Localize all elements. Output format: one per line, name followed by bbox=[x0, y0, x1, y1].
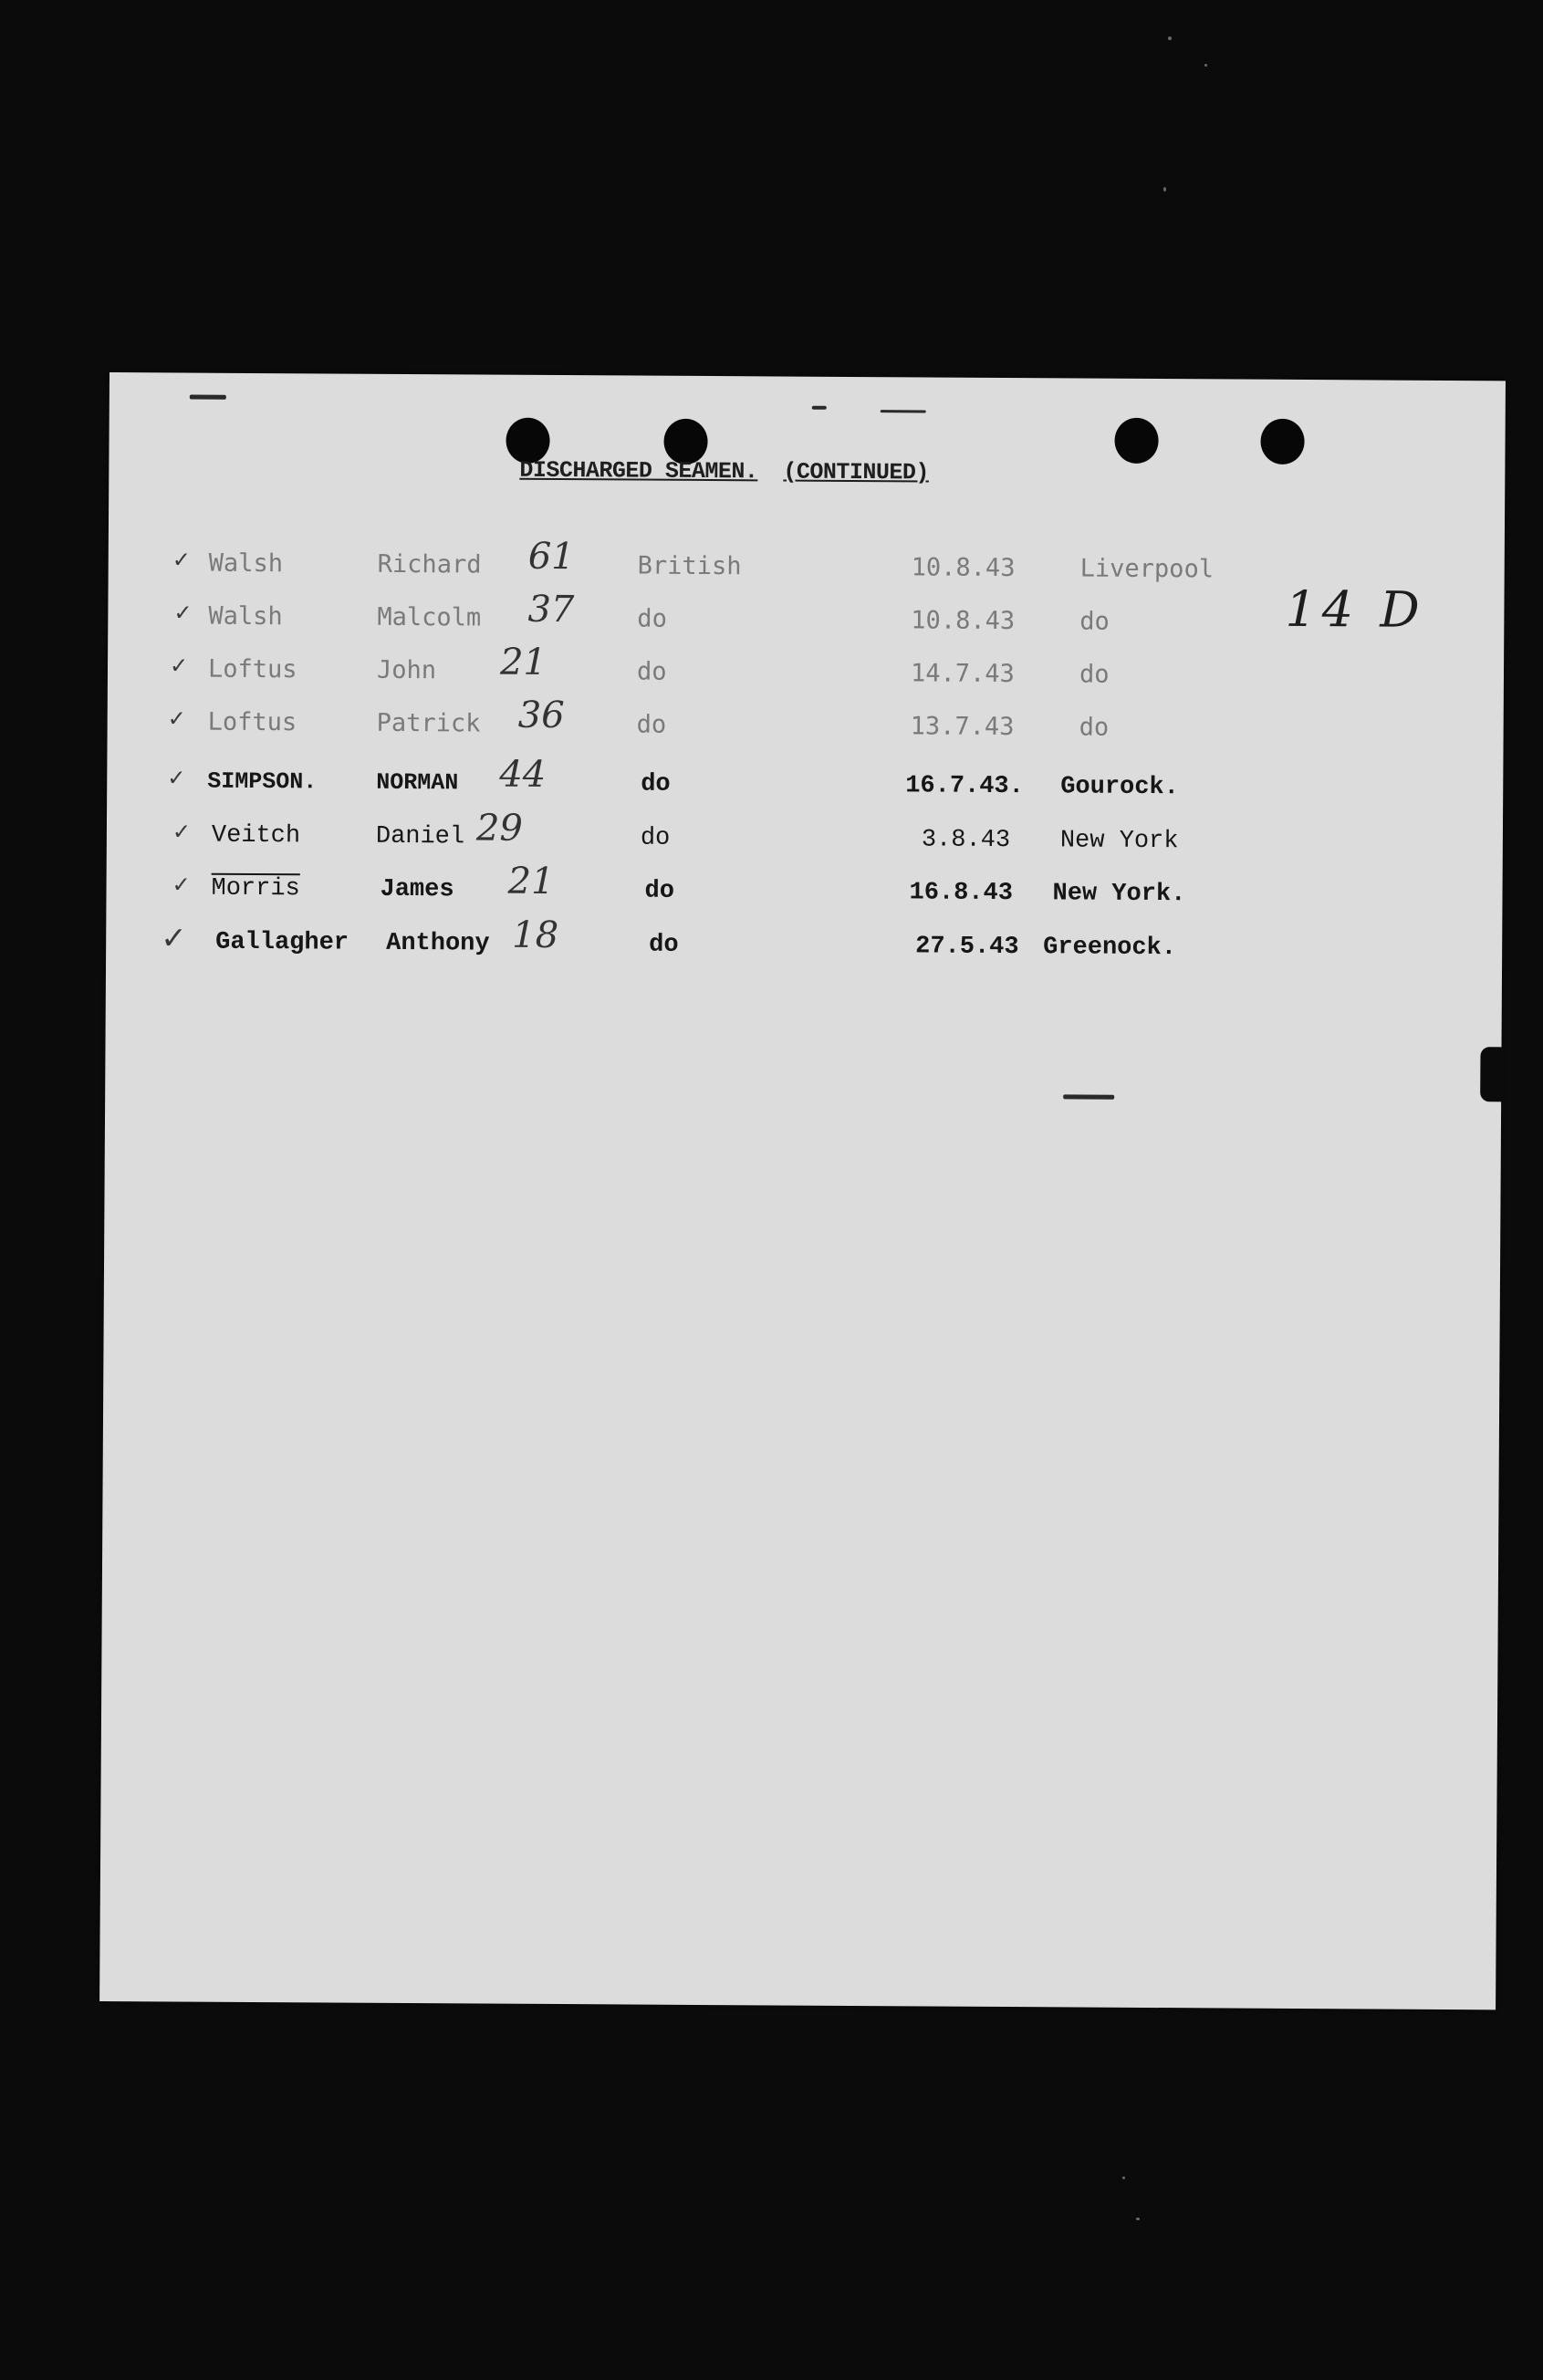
surname: SIMPSON. bbox=[207, 767, 318, 796]
backdrop-speck bbox=[1204, 64, 1207, 67]
paper-sheet bbox=[99, 372, 1506, 2009]
handwritten-age: 44 bbox=[499, 753, 547, 796]
discharge-date: 14.7.43 bbox=[910, 659, 1015, 689]
check-mark-icon: ✓ bbox=[169, 652, 189, 679]
discharge-port: do bbox=[1079, 713, 1110, 742]
discharge-port: New York bbox=[1059, 827, 1179, 856]
table-row bbox=[106, 913, 1502, 972]
handwritten-age: 36 bbox=[517, 694, 565, 737]
discharge-date: 10.8.43 bbox=[911, 553, 1016, 583]
surname: Loftus bbox=[207, 654, 297, 684]
nationality: do bbox=[636, 710, 667, 739]
handwritten-age: 29 bbox=[475, 807, 524, 850]
table-row bbox=[108, 588, 1504, 646]
heading-continued: (CONTINUED) bbox=[783, 458, 930, 486]
discharge-date: 13.7.43 bbox=[910, 712, 1015, 742]
given-name: Richard bbox=[377, 549, 482, 579]
handwritten-age: 61 bbox=[527, 535, 575, 579]
given-name: NORMAN bbox=[376, 768, 459, 797]
surname: Morris bbox=[211, 874, 300, 903]
backdrop-speck bbox=[1168, 37, 1172, 40]
given-name: Anthony bbox=[386, 929, 490, 958]
nationality: do bbox=[640, 824, 671, 852]
surname: Veitch bbox=[211, 821, 301, 851]
discharge-port: do bbox=[1079, 607, 1110, 636]
given-name: Daniel bbox=[375, 822, 465, 851]
backdrop-speck bbox=[1136, 2218, 1140, 2220]
discharge-date: 3.8.43 bbox=[921, 826, 1011, 855]
discharge-port: Liverpool bbox=[1079, 554, 1215, 584]
table-row bbox=[106, 860, 1502, 918]
table-row bbox=[108, 641, 1504, 699]
punch-hole bbox=[1260, 419, 1304, 465]
check-mark-icon: ✓ bbox=[167, 765, 186, 791]
punch-hole bbox=[1114, 418, 1158, 464]
surname: Loftus bbox=[207, 707, 297, 737]
given-name: James bbox=[380, 875, 454, 904]
discharge-date: 27.5.43 bbox=[915, 933, 1019, 962]
ink-smudge bbox=[1063, 1094, 1114, 1099]
check-mark-icon: ✓ bbox=[161, 920, 187, 957]
given-name: Patrick bbox=[376, 708, 481, 738]
surname: Walsh bbox=[208, 548, 284, 579]
check-mark-icon: ✓ bbox=[172, 872, 191, 898]
backdrop-speck bbox=[1163, 187, 1166, 192]
check-mark-icon: ✓ bbox=[167, 705, 186, 732]
ink-smudge bbox=[190, 395, 226, 400]
page-heading bbox=[519, 457, 929, 486]
edge-notch bbox=[1480, 1047, 1504, 1101]
nationality: do bbox=[636, 657, 667, 686]
surname: Gallagher bbox=[215, 928, 349, 957]
handwritten-age: 37 bbox=[527, 588, 575, 632]
handwritten-age: 18 bbox=[512, 913, 559, 957]
discharge-date: 10.8.43 bbox=[911, 606, 1016, 636]
handwritten-margin-note: 14 D bbox=[1285, 579, 1425, 639]
ink-smudge bbox=[812, 406, 827, 410]
surname: Walsh bbox=[208, 601, 283, 632]
nationality: do bbox=[649, 931, 679, 959]
check-mark-icon: ✓ bbox=[172, 819, 192, 845]
discharge-port: do bbox=[1079, 660, 1110, 689]
given-name: Malcolm bbox=[377, 602, 482, 632]
ink-smudge bbox=[881, 410, 926, 412]
nationality: do bbox=[641, 770, 671, 799]
handwritten-age: 21 bbox=[507, 860, 555, 903]
given-name: John bbox=[376, 655, 437, 685]
discharge-port: Gourock. bbox=[1060, 773, 1179, 802]
table-row bbox=[107, 807, 1503, 865]
heading-title: DISCHARGED SEAMEN. bbox=[519, 456, 758, 485]
check-mark-icon: ✓ bbox=[173, 600, 193, 626]
handwritten-age: 21 bbox=[499, 641, 547, 684]
discharge-date: 16.8.43 bbox=[909, 879, 1014, 908]
nationality: British bbox=[637, 551, 742, 581]
table-row bbox=[107, 753, 1503, 811]
check-mark-icon: ✓ bbox=[172, 547, 191, 573]
discharge-port: New York. bbox=[1052, 880, 1186, 909]
backdrop-speck bbox=[1122, 2176, 1125, 2179]
table-row bbox=[109, 535, 1505, 593]
discharge-port: Greenock. bbox=[1043, 934, 1177, 963]
table-row bbox=[108, 694, 1504, 752]
nationality: do bbox=[644, 877, 675, 905]
discharge-date: 16.7.43. bbox=[905, 772, 1024, 801]
nationality: do bbox=[637, 604, 667, 633]
